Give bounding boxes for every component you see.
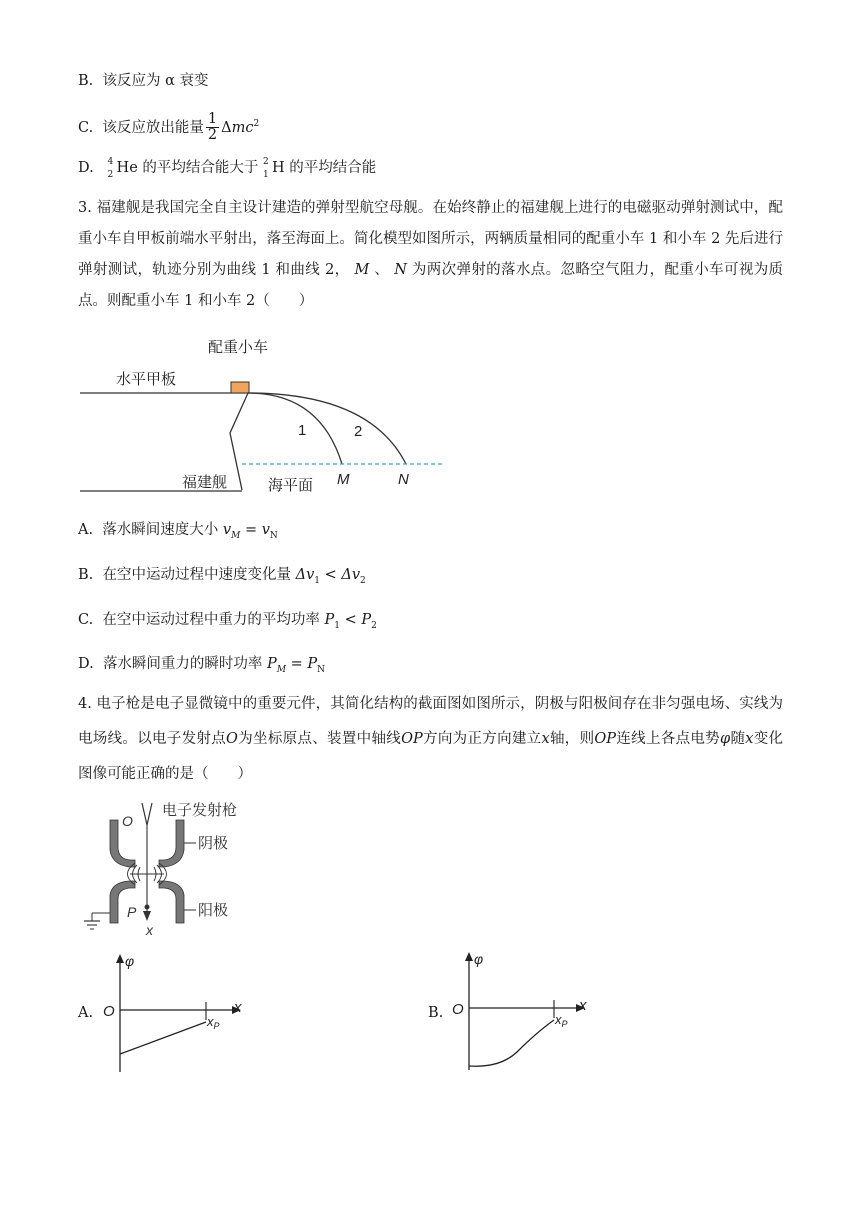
nuclide-he: 4 2 He (107, 157, 138, 180)
point-p-dot (145, 905, 150, 910)
right-anode (159, 881, 184, 923)
q3-figure (70, 330, 460, 502)
origin-label: O (122, 813, 133, 829)
car-label: 配重小车 (208, 339, 269, 356)
car (231, 382, 249, 393)
curve-1-label: 1 (298, 422, 307, 439)
graph-b-label: B. (428, 1005, 444, 1021)
ship-label: 福建舰 (182, 474, 228, 491)
q3-option-d: D. 落水瞬间重力的瞬时功率 $P_M = P_N$ (78, 656, 326, 675)
graph-b-x: x (579, 997, 587, 1014)
sea-label: 海平面 (268, 477, 314, 494)
graph-a-phi: φ (125, 953, 135, 969)
graph-b-origin: O (452, 1001, 464, 1018)
gun-label: 电子发射枪 (162, 802, 238, 819)
point-p-label: P (127, 904, 137, 920)
graph-b (445, 948, 605, 1078)
q4-stem: 4. 电子枪是电子显微镜中的重要元件，其简化结构的截面图如图所示，阴极与阳极间存在非匀强电场、实线为电场线。以电子发射点O为坐标原点、装置中轴线OP方向为正方向建立x轴，则OP连线上各点电势φ随x变化图像可能正确的是（ ） (78, 696, 784, 782)
graph-a-x: x (234, 999, 242, 1016)
graph-a-label: A. (78, 1005, 94, 1021)
q2-option-c: C. 该反应放出能量 $\frac{1}{2}$ Δmc$^2$ (78, 111, 260, 144)
graph-a-xp: $x_P$ (207, 1014, 220, 1031)
fraction: $\frac{1}{2}$ (207, 111, 218, 144)
q4-gun-figure (80, 795, 280, 940)
emitter (142, 803, 152, 825)
right-cathode (159, 820, 184, 867)
curve-2 (248, 393, 406, 464)
q2-option-d: D. 4 2 He 的平均结合能大于 2 1 H 的平均结合能 (78, 157, 377, 180)
graph-b-curve (469, 1020, 554, 1066)
q3-option-c: C. 在空中运动过程中重力的平均功率 $P_1 < P_2$ (78, 612, 377, 631)
axis-arrow (143, 911, 151, 921)
cathode-label: 阴极 (198, 835, 229, 852)
graph-a-origin: O (103, 1003, 115, 1020)
point-m: M (337, 471, 350, 488)
point-n: N (398, 471, 409, 488)
nuclide-h: 2 1 H (263, 157, 285, 180)
graph-b-phi: φ (474, 951, 484, 967)
q3-option-b: B. 在空中运动过程中速度变化量 $\Delta v_1 < \Delta v_2$ (78, 567, 366, 586)
q3-option-a: A. 落水瞬间速度大小 $v_M = v_N$ (78, 522, 278, 541)
hull (230, 393, 248, 490)
graph-b-xp: $x_P$ (555, 1012, 568, 1029)
anode-label: 阳极 (198, 902, 229, 919)
deck-label: 水平甲板 (116, 371, 177, 388)
curve-2-label: 2 (354, 423, 363, 440)
q2-option-b: B. 该反应为 α 衰变 (78, 73, 209, 89)
graph-a-curve (120, 1022, 206, 1054)
graph-a (95, 950, 255, 1080)
q3-stem: 3. 福建舰是我国完全自主设计建造的弹射型航空母舰。在始终静止的福建舰上进行的电磁驱动弹射测试中，配重小车自甲板前端水平射出，落至海面上。简化模型如图所示，两辆质量相同的配重小车 1 和小车 2 先后进行弹射测试，轨迹分别为曲线 1 和曲线 2， M 、 N 为两次弹射的落水点。忽略空气阻力，配重小车可视为质点。则配重小车 1 和小车 2（ ） (78, 200, 784, 309)
axis-x-label: x (146, 922, 153, 938)
